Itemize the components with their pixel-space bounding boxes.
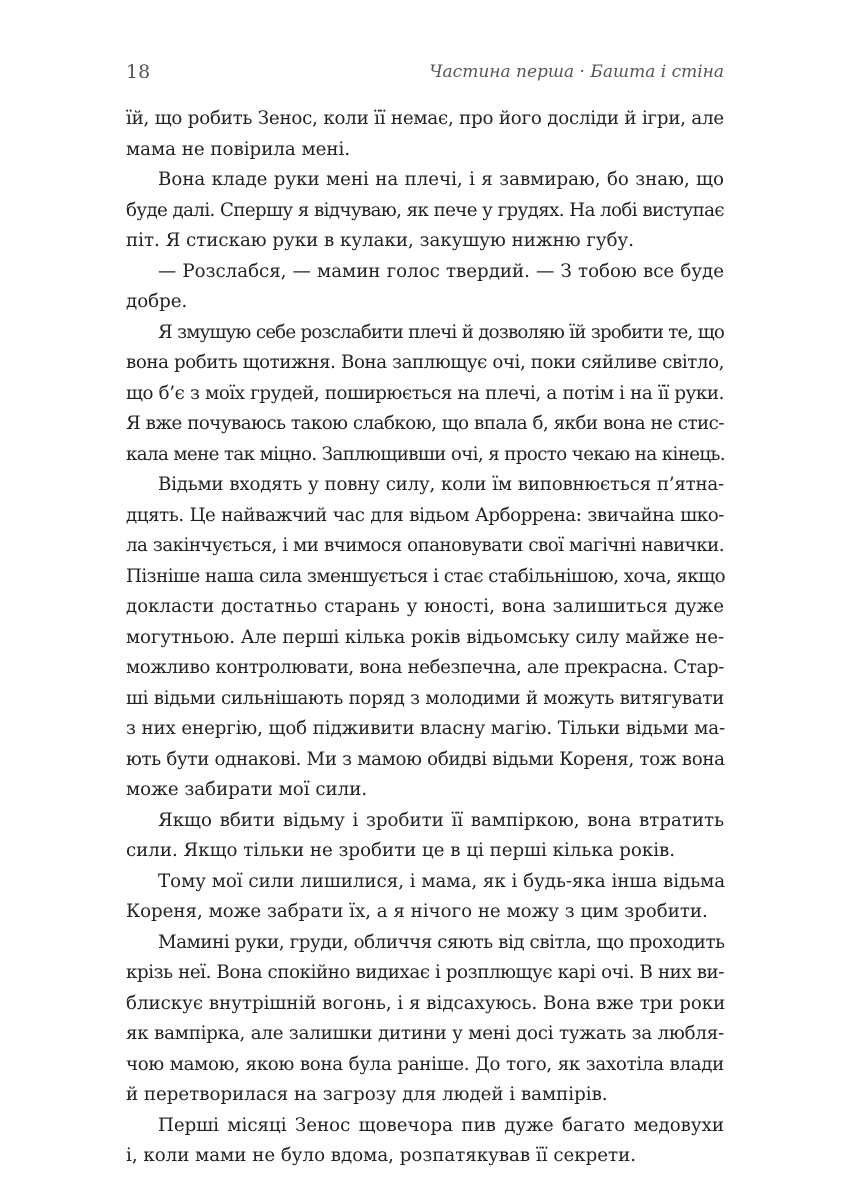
text-line: піт. Я стискаю руки в кулаки, закушую нижню губу.: [126, 230, 634, 251]
text-line: і, коли мами не було вдома, розпатякував її секрети.: [126, 1145, 637, 1166]
text-line: Кореня, може забрати їх, а я нічого не можу з цим зробити.: [126, 901, 708, 922]
body-text: [126, 104, 724, 1172]
text-line: Відьми входять у повну силу, коли їм виповнюється п’ятна-: [158, 474, 724, 495]
text-line: що б’є з моїх грудей, поширюється на плечі, а потім і на її руки.: [126, 382, 724, 404]
text-line: можливо контролювати, вона небезпечна, але прекрасна. Стар-: [126, 657, 724, 678]
text-line: ла закінчується, і ми вчимося опановувати свої магічні навички.: [126, 535, 724, 556]
text-line: Я змушую себе розслабити плечі й дозволяю їй зробити те, що: [158, 321, 724, 343]
text-line: й перетворилася на загрозу для людей і вампірів.: [126, 1084, 608, 1105]
text-line: Мамині руки, груди, обличчя сяють від світла, що проходить: [158, 931, 725, 953]
text-line: — Розслабся, — мамин голос твердий. — З тобою все буде: [158, 260, 724, 282]
text-line: сили. Якщо тільки не зробити це в ці перші кілька років.: [126, 840, 676, 861]
text-line: кала мене так міцно. Заплющивши очі, я просто чекаю на кінець.: [126, 443, 725, 465]
text-line: докласти достатньо старань у юності, вона залишиться дуже: [126, 596, 724, 617]
text-line: як вампірка, але залишки дитини у мені досі тужать за любля-: [126, 1023, 724, 1044]
text-line: Тому мої сили лишилися, і мама, як і будь-яка інша відьма: [158, 870, 726, 892]
text-line: може забирати мої сили.: [126, 779, 368, 800]
text-line: могутньою. Але перші кілька років відьомську силу майже не-: [126, 626, 724, 648]
text-line: дцять. Це найважчий час для відьом Арборрена: звичайна шко-: [126, 504, 724, 526]
running-head: [126, 58, 724, 86]
text-line: Якщо вбити відьму і зробити її вампіркою, вона втратить: [158, 809, 724, 831]
text-line: ють бути однакові. Ми з мамою обидві відьми Кореня, тож вона: [126, 748, 725, 770]
text-line: вона робить щотижня. Вона заплющує очі, поки сяйливе світло,: [126, 352, 724, 373]
text-line: Пізніше наша сила зменшується і стає стабільнішою, хоча, якщо: [126, 565, 726, 587]
text-line: Перші місяці Зенос щовечора пив дуже багато медовухи: [158, 1114, 724, 1136]
text-line: з них енергію, щоб підживити власну магію. Тільки відьми ма-: [126, 718, 726, 739]
text-line: Вона кладе руки мені на плечі, і я завмираю, бо знаю, що: [158, 169, 724, 190]
text-line: мама не повірила мені.: [126, 138, 351, 160]
text-line: добре.: [126, 291, 188, 312]
text-line: буде далі. Спершу я відчуваю, як пече у грудях. На лобі виступає: [126, 199, 724, 221]
page-number: 18: [126, 61, 151, 83]
text-line: ші відьми сильнішають поряд з молодими й можуть витягувати: [126, 687, 724, 709]
running-title: Частина перша · Башта і стіна: [429, 62, 724, 82]
text-line: блискує внутрішній вогонь, і я відсахуюсь. Вона вже три роки: [126, 992, 726, 1014]
text-line: крізь неї. Вона спокійно видихає і розплющує карі очі. В них ви-: [126, 962, 724, 983]
text-line: Я вже почуваюсь такою слабкою, що впала б, якби вона не стис-: [126, 413, 724, 434]
text-line: чою мамою, якою вона була раніше. До того, як захотіла влади: [126, 1053, 724, 1075]
text-line: їй, що робить Зенос, коли її немає, про його досліди й ігри, але: [126, 108, 724, 129]
